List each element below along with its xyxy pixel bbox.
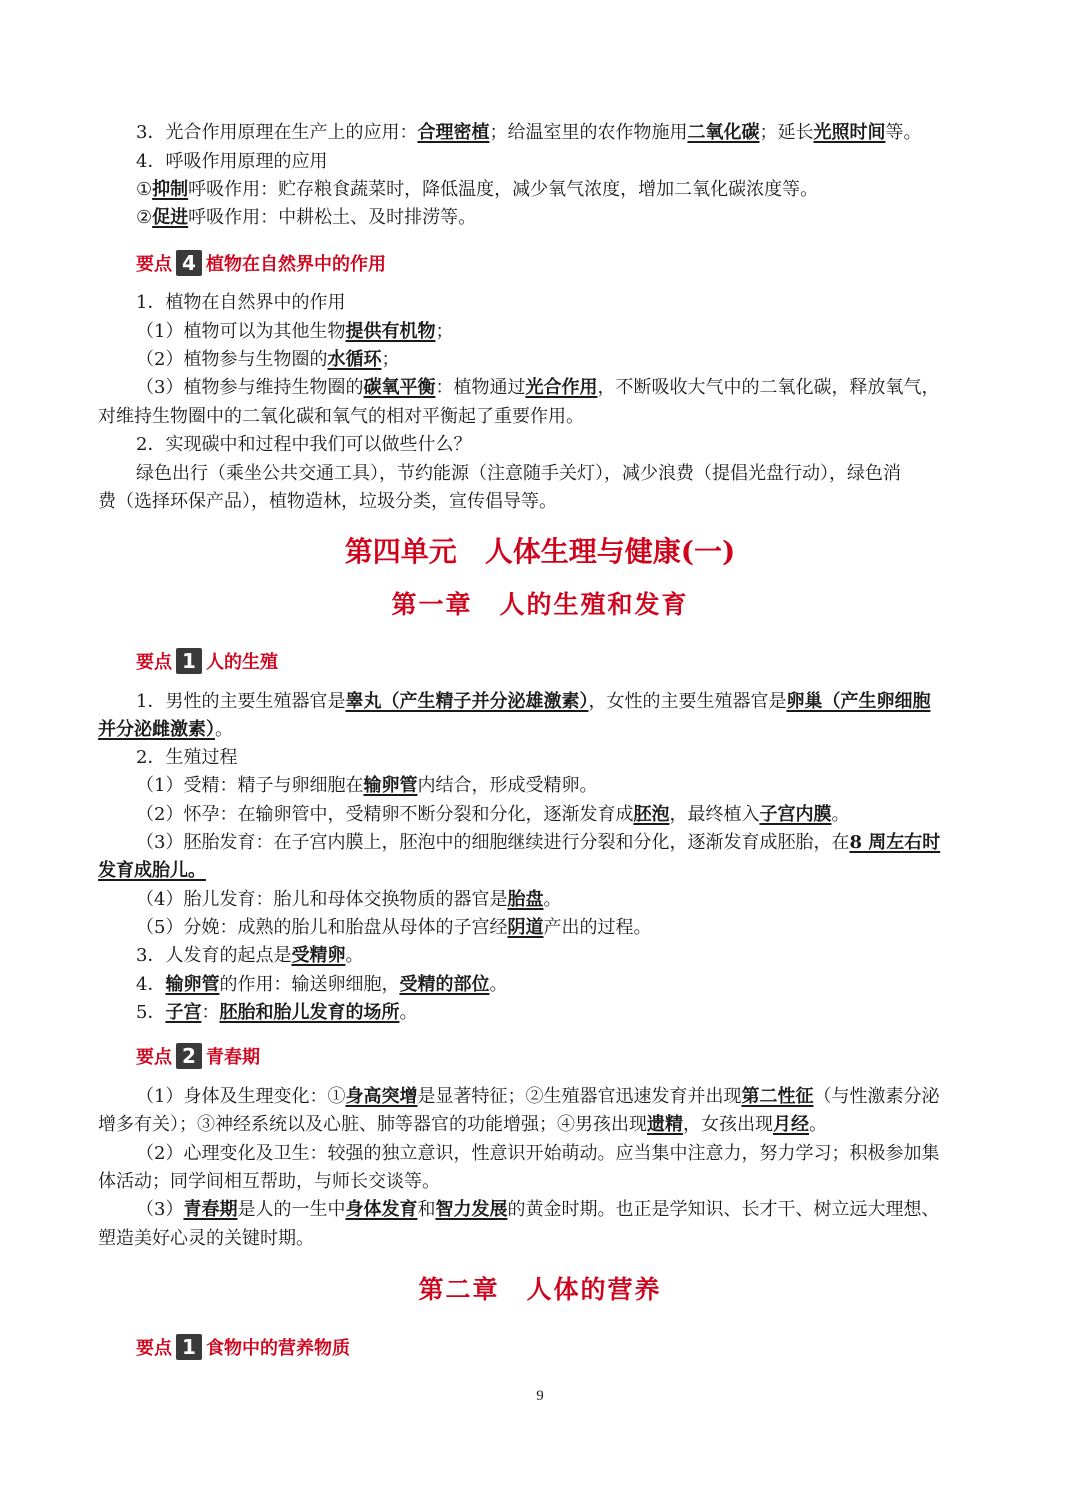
page-number: 9 [536, 1388, 544, 1404]
text-line: （3）青春期是人的一生中身体发育和智力发展的黄金时期。也正是学知识、长才干、树立远大理想、 [136, 1199, 940, 1220]
key-term: 受精的部位 [399, 974, 490, 995]
key-term: 二氧化碳 [687, 122, 760, 143]
text-line: 体活动；同学间相互帮助，与师长交谈等。 [98, 1171, 440, 1192]
text-line: 费（选择环保产品），植物造林，垃圾分类，宣传倡导等。 [98, 491, 557, 512]
key-point-number-badge: 1 [176, 1334, 202, 1360]
text-line: （4）胎儿发育：胎儿和母体交换物质的器官是胎盘。 [136, 889, 562, 910]
text-line: （3）胚胎发育：在子宫内膜上，胚泡中的细胞继续进行分裂和分化，逐渐发育成胚胎，在8 周左右时 [136, 832, 941, 853]
text-line: 1．植物在自然界中的作用 [136, 292, 346, 313]
key-term: 输卵管 [363, 775, 418, 796]
chapter-title: 第一章 人的生殖和发育 [391, 590, 689, 619]
text-line: 3．光合作用原理在生产上的应用：合理密植；给温室里的农作物施用二氧化碳；延长光照时间等。 [136, 122, 922, 143]
key-term: 并分泌雌激素） [98, 719, 215, 740]
text-line: （1）身体及生理变化：①身高突增是显著特征；②生殖器官迅速发育并出现第二性征（与性激素分泌 [136, 1086, 940, 1107]
key-point-heading: 要点 2 青春期 [136, 1044, 260, 1068]
text-line: 3．人发育的起点是受精卵。 [136, 945, 364, 966]
key-term: 合理密植 [417, 122, 490, 143]
key-term: 青春期 [183, 1199, 238, 1220]
key-point-number-badge: 2 [176, 1043, 202, 1069]
key-term: 光照时间 [813, 122, 886, 143]
key-term: 胚胎和胎儿发育的场所 [219, 1002, 400, 1023]
key-point-heading: 要点 1 人的生殖 [136, 649, 278, 673]
text-line: 2．生殖过程 [136, 747, 238, 768]
key-term: 月经 [773, 1114, 809, 1135]
key-term: 胚泡 [633, 804, 670, 825]
key-term: 身高突增 [345, 1086, 418, 1107]
text-line [98, 858, 982, 884]
text-line: ②促进呼吸作用：中耕松土、及时排涝等。 [136, 207, 477, 228]
key-point-heading: 要点 4 植物在自然界中的作用 [136, 251, 386, 275]
text-line: （5）分娩：成熟的胎儿和胎盘从母体的子宫经阴道产出的过程。 [136, 917, 652, 938]
key-point-number-badge: 1 [176, 648, 202, 674]
key-term: 光合作用 [525, 377, 598, 398]
key-term: 卵巢（产生卵细胞 [786, 691, 931, 712]
text-line: （1）植物可以为其他生物提供有机物； [136, 321, 454, 342]
key-term: 输卵管 [165, 974, 220, 995]
unit-title: 第四单元 人体生理与健康(一) [344, 535, 736, 568]
key-term: 促进 [152, 207, 189, 228]
key-term: 子宫内膜 [759, 804, 832, 825]
text-line: 并分泌雌激素）。 [98, 719, 233, 740]
text-line: （2）怀孕：在输卵管中，受精卵不断分裂和分化，逐渐发育成胚泡，最终植入子宫内膜。 [136, 804, 850, 825]
text-line: 绿色出行（乘坐公共交通工具），节约能源（注意随手关灯），减少浪费（提倡光盘行动），绿色消 [136, 463, 901, 484]
key-term: 碳氧平衡 [363, 377, 436, 398]
key-term: 提供有机物 [345, 321, 436, 342]
text-line: 增多有关）；③神经系统以及心脏、肺等器官的功能增强；④男孩出现遗精，女孩出现月经。 [98, 1114, 827, 1135]
text-line: （2）心理变化及卫生：较强的独立意识，性意识开始萌动。应当集中注意力，努力学习；积极参加集 [136, 1143, 940, 1164]
key-term: 第二性征 [741, 1086, 814, 1107]
key-point-heading: 要点 1 食物中的营养物质 [136, 1335, 350, 1359]
text-line: （1）受精：精子与卵细胞在输卵管内结合，形成受精卵。 [136, 775, 598, 796]
key-term: 胎盘 [507, 889, 544, 910]
key-term: 睾丸（产生精子并分泌雄激素） [345, 691, 589, 712]
text-line: （2）植物参与生物圈的水循环； [136, 349, 400, 370]
key-term: 8 周左右时 [849, 832, 941, 853]
text-line: 5．子宫：胚胎和胎儿发育的场所。 [136, 1002, 418, 1023]
key-term: 发育成胎儿。 [98, 860, 206, 881]
key-term: 水循环 [327, 349, 382, 370]
text-line: 2．实现碳中和过程中我们可以做些什么？ [136, 434, 472, 455]
text-line: 4．输卵管的作用：输送卵细胞，受精的部位。 [136, 974, 508, 995]
key-term: 遗精 [647, 1114, 683, 1135]
text-line: ①抑制呼吸作用：贮存粮食蔬菜时，降低温度，减少氧气浓度，增加二氧化碳浓度等。 [136, 179, 819, 200]
key-term: 抑制 [152, 179, 189, 200]
chapter-title: 第二章 人体的营养 [418, 1275, 662, 1304]
text-line: 4．呼吸作用原理的应用 [136, 151, 328, 172]
text-line: （3）植物参与维持生物圈的碳氧平衡：植物通过光合作用，不断吸收大气中的二氧化碳，释放氧气， [136, 377, 940, 398]
key-point-number-badge: 4 [176, 250, 202, 276]
key-term: 受精卵 [291, 945, 346, 966]
key-term: 智力发展 [435, 1199, 508, 1220]
text-line: 1．男性的主要生殖器官是睾丸（产生精子并分泌雄激素），女性的主要生殖器官是卵巢（产生卵细胞 [136, 691, 931, 712]
key-term: 身体发育 [345, 1199, 418, 1220]
key-term: 子宫 [165, 1002, 202, 1023]
text-line: 塑造美好心灵的关键时期。 [98, 1228, 314, 1249]
text-line: 对维持生物圈中的二氧化碳和氧气的相对平衡起了重要作用。 [98, 406, 584, 427]
key-term: 阴道 [507, 917, 544, 938]
